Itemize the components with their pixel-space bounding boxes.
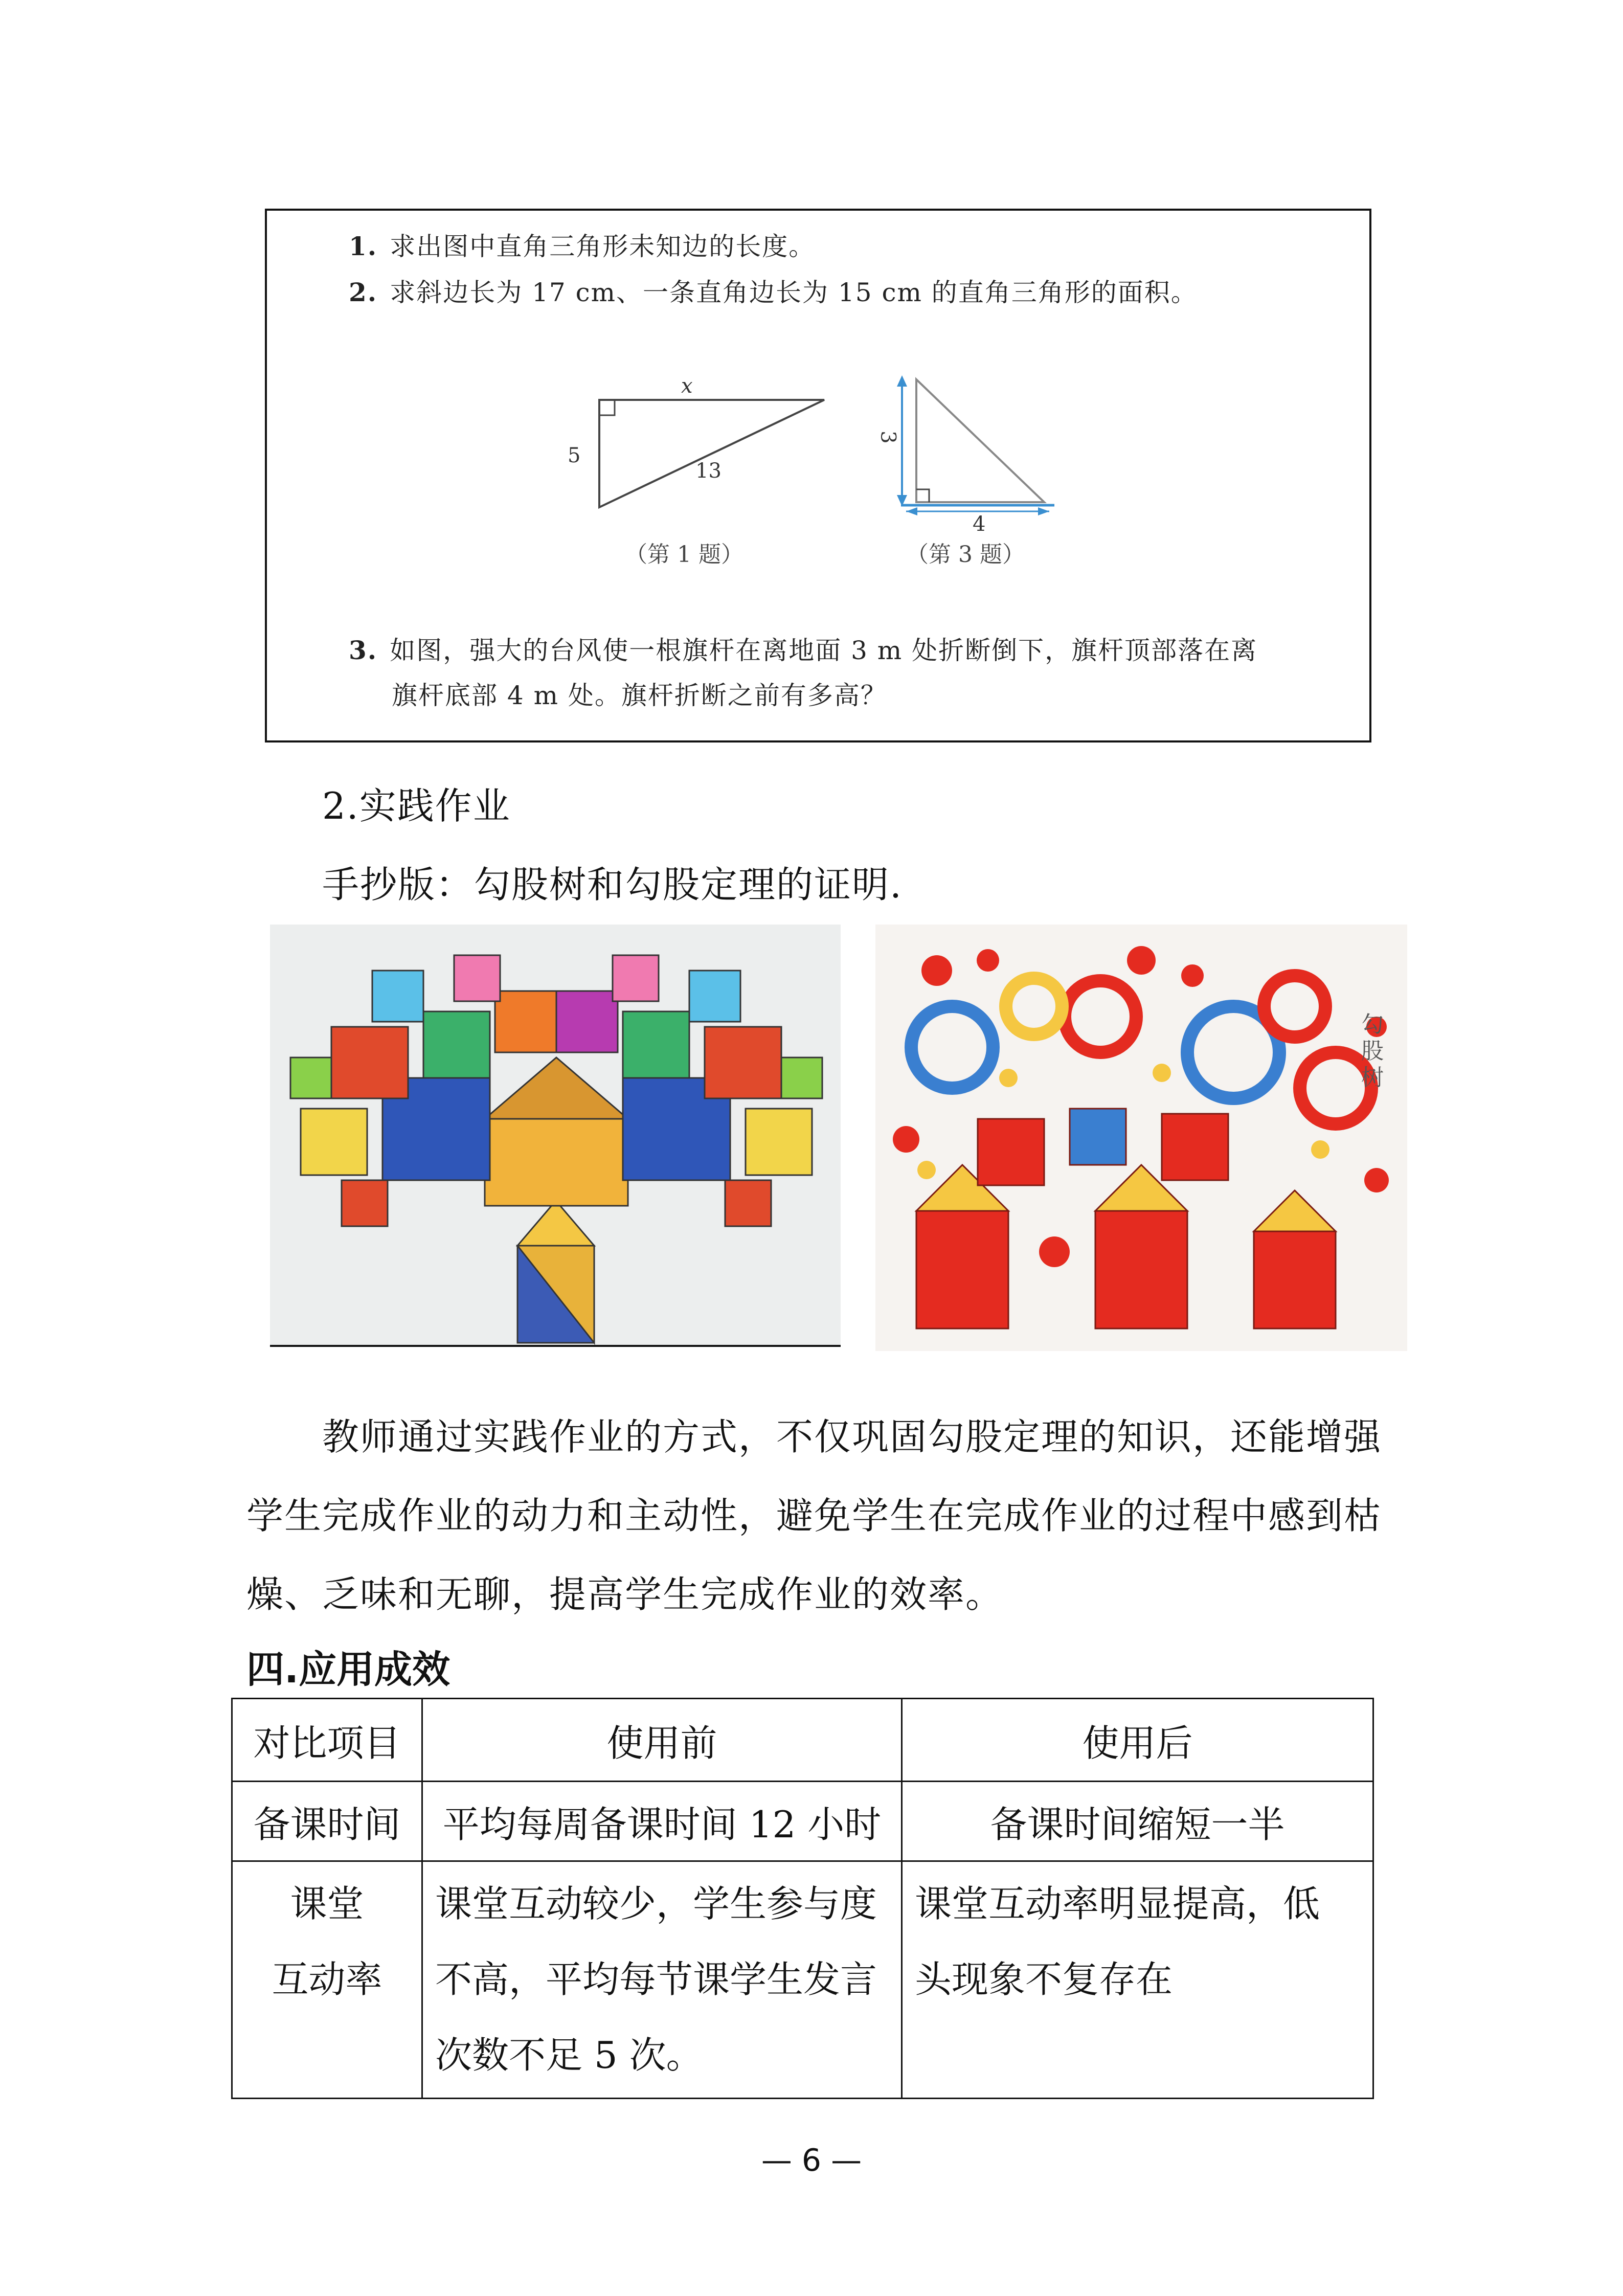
cell-item: 备课时间 [232, 1782, 422, 1861]
question-2: 2. 求斜边长为 17 cm、一条直角边长为 15 cm 的直角三角形的面积。 [349, 277, 1198, 307]
table-header-row [232, 1699, 1373, 1782]
figure-3-caption: （第 3 题） [906, 542, 1025, 568]
figure-1-caption: （第 1 题） [625, 542, 743, 568]
practice-title: 2.实践作业 [322, 784, 511, 827]
table-row [232, 1782, 1373, 1861]
paragraph-line-3: 燥、乏味和无聊，提高学生完成作业的效率。 [246, 1573, 1004, 1616]
section-heading: 四.应用成效 [246, 1648, 450, 1692]
question-3-line-1: 3. 如图，强大的台风使一根旗杆在离地面 3 m 处折断倒下，旗杆顶部落在离 [349, 635, 1258, 665]
pythagoras-tree-2-drawing [875, 925, 1407, 1351]
header-before: 使用前 [422, 1699, 902, 1782]
figure-1-label-5: 5 [568, 444, 581, 467]
figure-1-label-x: x [681, 374, 693, 398]
figure-3-label-3: 3 [876, 431, 900, 444]
figure-3-triangle [886, 364, 1100, 528]
pythagoras-tree-photo-2 [875, 925, 1407, 1351]
tree-caption-handwritten: 勾股树 [1361, 1011, 1384, 1091]
header-item: 对比项目 [232, 1699, 422, 1782]
cell-before: 课堂互动较少，学生参与度 不高，平均每节课学生发言 次数不足 5 次。 [422, 1861, 902, 2099]
pythagoras-tree-photo-1 [270, 925, 841, 1347]
pythagoras-tree-1-drawing [270, 925, 841, 1345]
figure-3-label-4: 4 [973, 512, 986, 536]
header-after: 使用后 [902, 1699, 1373, 1782]
results-table [231, 1698, 1374, 2099]
question-3-line-2: 旗杆底部 4 m 处。旗杆折断之前有多高？ [392, 681, 887, 710]
practice-description: 手抄版：勾股树和勾股定理的证明. [322, 863, 903, 906]
cell-before: 平均每周备课时间 12 小时 [422, 1782, 902, 1861]
cell-after: 课堂互动率明显提高，低 头现象不复存在 [902, 1861, 1373, 2099]
cell-after: 备课时间缩短一半 [902, 1782, 1373, 1861]
figure-1-label-13: 13 [695, 459, 722, 483]
page-number: — 6 — [761, 2143, 862, 2178]
table-row [232, 1861, 1373, 2099]
cell-item: 课堂 互动率 [232, 1861, 422, 2099]
paragraph-line-1: 教师通过实践作业的方式，不仅巩固勾股定理的知识，还能增强 [322, 1415, 1382, 1458]
figure-1-triangle [574, 385, 860, 528]
exercise-box [265, 209, 1371, 742]
question-1: 1. 求出图中直角三角形未知边的长度。 [349, 231, 816, 261]
paragraph-line-2: 学生完成作业的动力和主动性，避免学生在完成作业的过程中感到枯 [246, 1494, 1382, 1537]
